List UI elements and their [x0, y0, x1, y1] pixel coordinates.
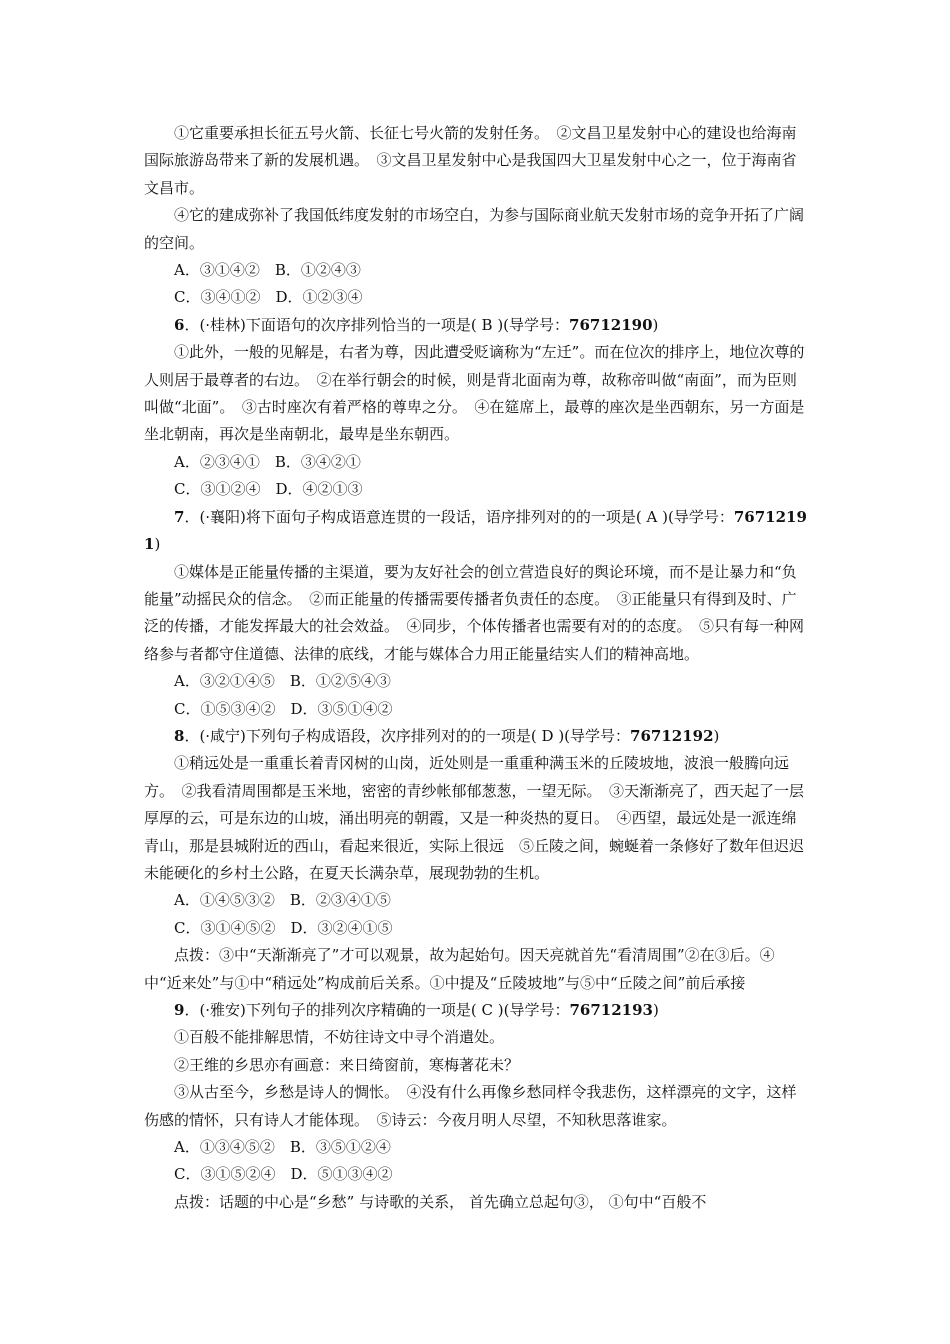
answer-options: C．③①④⑤② D．③②④①⑤	[174, 918, 393, 937]
paragraph: ①稍远处是一重重长着青冈树的山岗，近处则是一重重种满玉米的丘陵坡地，波浪一般腾向远方。 ②我看清周围都是玉米地，密密的青纱帐郁郁葱葱，一望无际。 ③天渐渐亮了，西天起了一层厚厚的云，可是东边的山坡，涌出明亮的朝霞，又是一种炎热的夏日。 ④西望，最远处是一派连绵青山，那是县城附近的西山，看起来很近，实际上很远 ⑤丘陵之间，蜿蜒着一条修好了数年但迟迟未能硬化的乡村土公路，在夏天长满杂草，展现勃勃的生机。	[144, 754, 805, 882]
answer-options: A．①④⑤③② B．②③④①⑤	[174, 891, 391, 910]
question-heading	[144, 312, 809, 339]
question-text: ．(·襄阳)将下面句子构成语意连贯的一段话，语序排列对的的一项是( A )(导学号：	[184, 507, 734, 526]
question-heading	[144, 723, 809, 750]
answer-options: A．①③④⑤② B．③⑤①②④	[174, 1138, 391, 1157]
question-tail: )	[713, 726, 720, 745]
answer-options: C．①⑤③④② D．③⑤①④②	[174, 699, 393, 718]
answer-options: A．②③④① B．③④②①	[174, 452, 361, 471]
question-number: 7	[174, 507, 185, 526]
paragraph: ①百般不能排解思情，不妨往诗文中寻个消遣处。	[174, 1028, 505, 1047]
document-body	[144, 120, 809, 1216]
question-tail: )	[154, 535, 161, 554]
question-text: ．(·桂林)下面语句的次序排列恰当的一项是( B )(导学号：	[184, 315, 570, 334]
paragraph: ②王维的乡思亦有画意：来日绮窗前，寒梅著花未？	[174, 1055, 520, 1074]
question-text: ．(·咸宁)下列句子构成语段，次序排列对的的一项是( D )(导学号：	[184, 726, 631, 745]
paragraph: ③从古至今，乡愁是诗人的惆怅。 ④没有什么再像乡愁同样令我悲伤，这样漂亮的文字，这样伤感的情怀，只有诗人才能体现。 ⑤诗云：今夜月明人尽望，不知秋思落谁家。	[144, 1083, 797, 1129]
question-number: 9	[174, 1001, 185, 1019]
question-heading	[144, 997, 809, 1024]
answer-options: C．③①⑤②④ D．⑤①③④②	[174, 1165, 393, 1184]
paragraph: 点拨：③中“天渐渐亮了”才可以观景，故为起始句。因天亮就首先“看清周围”②在③后。④中“近来处”与①中“稍远处”构成前后关系。①中提及“丘陵坡地”与⑤中“丘陵之间”前后承接	[144, 946, 775, 992]
paragraph: ①它重要承担长征五号火箭、长征七号火箭的发射任务。 ②文昌卫星发射中心的建设也给海南国际旅游岛带来了新的发展机遇。 ③文昌卫星发射中心是我国四大卫星发射中心之一，位于海南省文昌市。	[144, 124, 797, 197]
guide-number: 76712192	[630, 726, 714, 745]
guide-number: 76712190	[569, 315, 653, 334]
guide-number: 76712191	[144, 507, 807, 554]
answer-options: C．③①②④ D．④②①③	[174, 480, 363, 499]
paragraph: ①此外，一般的见解是，右者为尊，因此遭受贬谪称为“左迁”。而在位次的排序上，地位次尊的人则居于最尊者的右边。 ②在举行朝会的时候，则是背北面南为尊，故称帝叫做“南面”，而为臣则叫做“北面”。 ③古时座次有着严格的尊卑之分。 ④在筵席上，最尊的座次是坐西朝东，另一方面是坐北朝南，再次是坐南朝北，最卑是坐东朝西。	[144, 343, 805, 444]
guide-number: 76712193	[569, 1001, 653, 1019]
question-number: 8	[174, 726, 185, 745]
answer-options: A．③①④② B．①②④③	[174, 261, 361, 280]
answer-options: A．③②①④⑤ B．①②⑤④③	[174, 672, 391, 691]
paragraph: ④它的建成弥补了我国低纬度发射的市场空白，为参与国际商业航天发射市场的竞争开拓了广阔的空间。	[144, 206, 805, 252]
paragraph: ①媒体是正能量传播的主渠道，要为友好社会的创立营造良好的舆论环境，而不是让暴力和“负能量”动摇民众的信念。 ②而正能量的传播需要传播者负责任的态度。 ③正能量只有得到及时、广泛的传播，才能发挥最大的社会效益。 ④同步，个体传播者也需要有对的的态度。 ⑤只有每一种网络参与者都守住道德、法律的底线，才能与媒体合力用正能量结实人们的精神高地。	[144, 562, 805, 663]
paragraph: 点拨：话题的中心是“乡愁” 与诗歌的关系， 首先确立总起句③， ①句中“百般不	[174, 1192, 707, 1211]
question-tail: )	[652, 1001, 659, 1019]
answer-options: C．③④①② D．①②③④	[174, 288, 363, 307]
question-text: ．(·雅安)下列句子的排列次序精确的一项是( C )(导学号：	[184, 1001, 570, 1019]
question-heading	[144, 504, 809, 559]
question-number: 6	[174, 315, 185, 334]
question-tail: )	[652, 315, 659, 334]
